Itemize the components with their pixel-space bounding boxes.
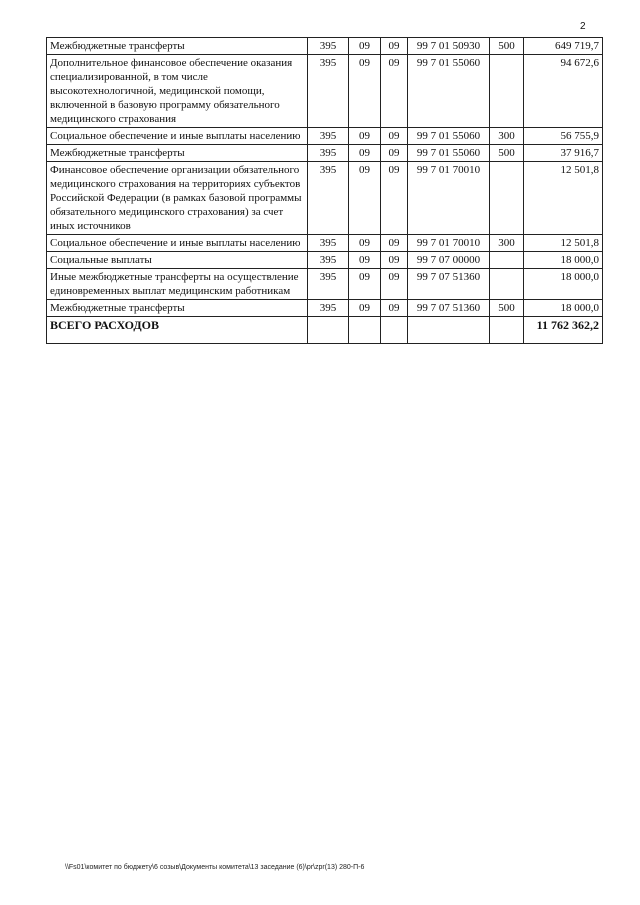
row-csr-cell: 99 7 01 55060 <box>408 55 490 128</box>
row-csr-cell: 99 7 01 70010 <box>408 235 490 252</box>
budget-table <box>46 37 603 344</box>
total-label: ВСЕГО РАСХОДОВ <box>47 317 308 344</box>
row-pr-cell: 09 <box>381 55 408 128</box>
row-ved-cell: 395 <box>308 252 349 269</box>
table-row <box>47 38 603 55</box>
table-row <box>47 300 603 317</box>
row-ved-cell: 395 <box>308 235 349 252</box>
row-ved-cell: 395 <box>308 300 349 317</box>
row-vr-cell: 300 <box>490 128 524 145</box>
row-vr-cell <box>490 162 524 235</box>
row-name-cell: Социальное обеспечение и иные выплаты населению <box>47 128 308 145</box>
row-name-cell: Дополнительное финансовое обеспечение оказания специализированной, в том числе высокотехнологичной, медицинской помощи, включенной в базовую программу обязательного медицинского страхования <box>47 55 308 128</box>
table-body <box>47 38 603 317</box>
page-number: 2 <box>580 21 586 32</box>
row-vr-cell: 500 <box>490 145 524 162</box>
row-rz-cell: 09 <box>349 252 381 269</box>
table-row <box>47 252 603 269</box>
row-rz-cell: 09 <box>349 300 381 317</box>
row-ved-cell: 395 <box>308 162 349 235</box>
row-ved-cell: 395 <box>308 38 349 55</box>
row-sum-cell: 18 000,0 <box>524 252 603 269</box>
row-name-cell: Межбюджетные трансферты <box>47 300 308 317</box>
row-sum-cell: 56 755,9 <box>524 128 603 145</box>
row-csr-cell: 99 7 07 51360 <box>408 300 490 317</box>
row-csr-cell: 99 7 01 70010 <box>408 162 490 235</box>
row-rz-cell: 09 <box>349 38 381 55</box>
row-pr-cell: 09 <box>381 162 408 235</box>
row-rz-cell: 09 <box>349 55 381 128</box>
row-rz-cell: 09 <box>349 128 381 145</box>
row-pr-cell: 09 <box>381 252 408 269</box>
row-csr-cell: 99 7 01 50930 <box>408 38 490 55</box>
row-ved-cell: 395 <box>308 55 349 128</box>
row-vr-cell <box>490 55 524 128</box>
footer-file-path: \\Fs01\комитет по бюджету\6 созыв\Документы комитета\13 заседание (6)\pr\zpr(13) 280-П-6 <box>65 864 365 871</box>
row-rz-cell: 09 <box>349 145 381 162</box>
table-row <box>47 145 603 162</box>
total-row <box>47 317 603 344</box>
row-vr-cell: 500 <box>490 300 524 317</box>
table-row <box>47 55 603 128</box>
row-csr-cell: 99 7 01 55060 <box>408 145 490 162</box>
table-row <box>47 128 603 145</box>
row-sum-cell: 649 719,7 <box>524 38 603 55</box>
table-row <box>47 269 603 300</box>
row-rz-cell: 09 <box>349 269 381 300</box>
row-name-cell: Социальные выплаты <box>47 252 308 269</box>
row-ved-cell: 395 <box>308 269 349 300</box>
row-vr-cell <box>490 269 524 300</box>
row-pr-cell: 09 <box>381 300 408 317</box>
row-pr-cell: 09 <box>381 235 408 252</box>
row-pr-cell: 09 <box>381 128 408 145</box>
row-rz-cell: 09 <box>349 162 381 235</box>
row-pr-cell: 09 <box>381 38 408 55</box>
row-sum-cell: 12 501,8 <box>524 235 603 252</box>
row-rz-cell: 09 <box>349 235 381 252</box>
row-sum-cell: 18 000,0 <box>524 269 603 300</box>
row-csr-cell: 99 7 01 55060 <box>408 128 490 145</box>
row-ved-cell: 395 <box>308 145 349 162</box>
row-pr-cell: 09 <box>381 145 408 162</box>
row-sum-cell: 12 501,8 <box>524 162 603 235</box>
row-pr-cell: 09 <box>381 269 408 300</box>
row-sum-cell: 94 672,6 <box>524 55 603 128</box>
row-name-cell: Межбюджетные трансферты <box>47 38 308 55</box>
total-empty-cell <box>381 317 408 344</box>
table-row <box>47 235 603 252</box>
total-empty-cell <box>308 317 349 344</box>
total-empty-cell <box>408 317 490 344</box>
table-row <box>47 162 603 235</box>
row-name-cell: Финансовое обеспечение организации обязательного медицинского страхования на территориях субъектов Российской Федерации (в рамках базовой программы обязательного медицинского страхования) за счет иных источников <box>47 162 308 235</box>
total-empty-cell <box>490 317 524 344</box>
row-sum-cell: 18 000,0 <box>524 300 603 317</box>
row-csr-cell: 99 7 07 00000 <box>408 252 490 269</box>
row-ved-cell: 395 <box>308 128 349 145</box>
total-empty-cell <box>349 317 381 344</box>
row-vr-cell: 500 <box>490 38 524 55</box>
row-name-cell: Межбюджетные трансферты <box>47 145 308 162</box>
row-name-cell: Иные межбюджетные трансферты на осуществление единовременных выплат медицинским работникам <box>47 269 308 300</box>
row-name-cell: Социальное обеспечение и иные выплаты населению <box>47 235 308 252</box>
row-csr-cell: 99 7 07 51360 <box>408 269 490 300</box>
total-sum: 11 762 362,2 <box>524 317 603 344</box>
row-vr-cell: 300 <box>490 235 524 252</box>
row-sum-cell: 37 916,7 <box>524 145 603 162</box>
row-vr-cell <box>490 252 524 269</box>
